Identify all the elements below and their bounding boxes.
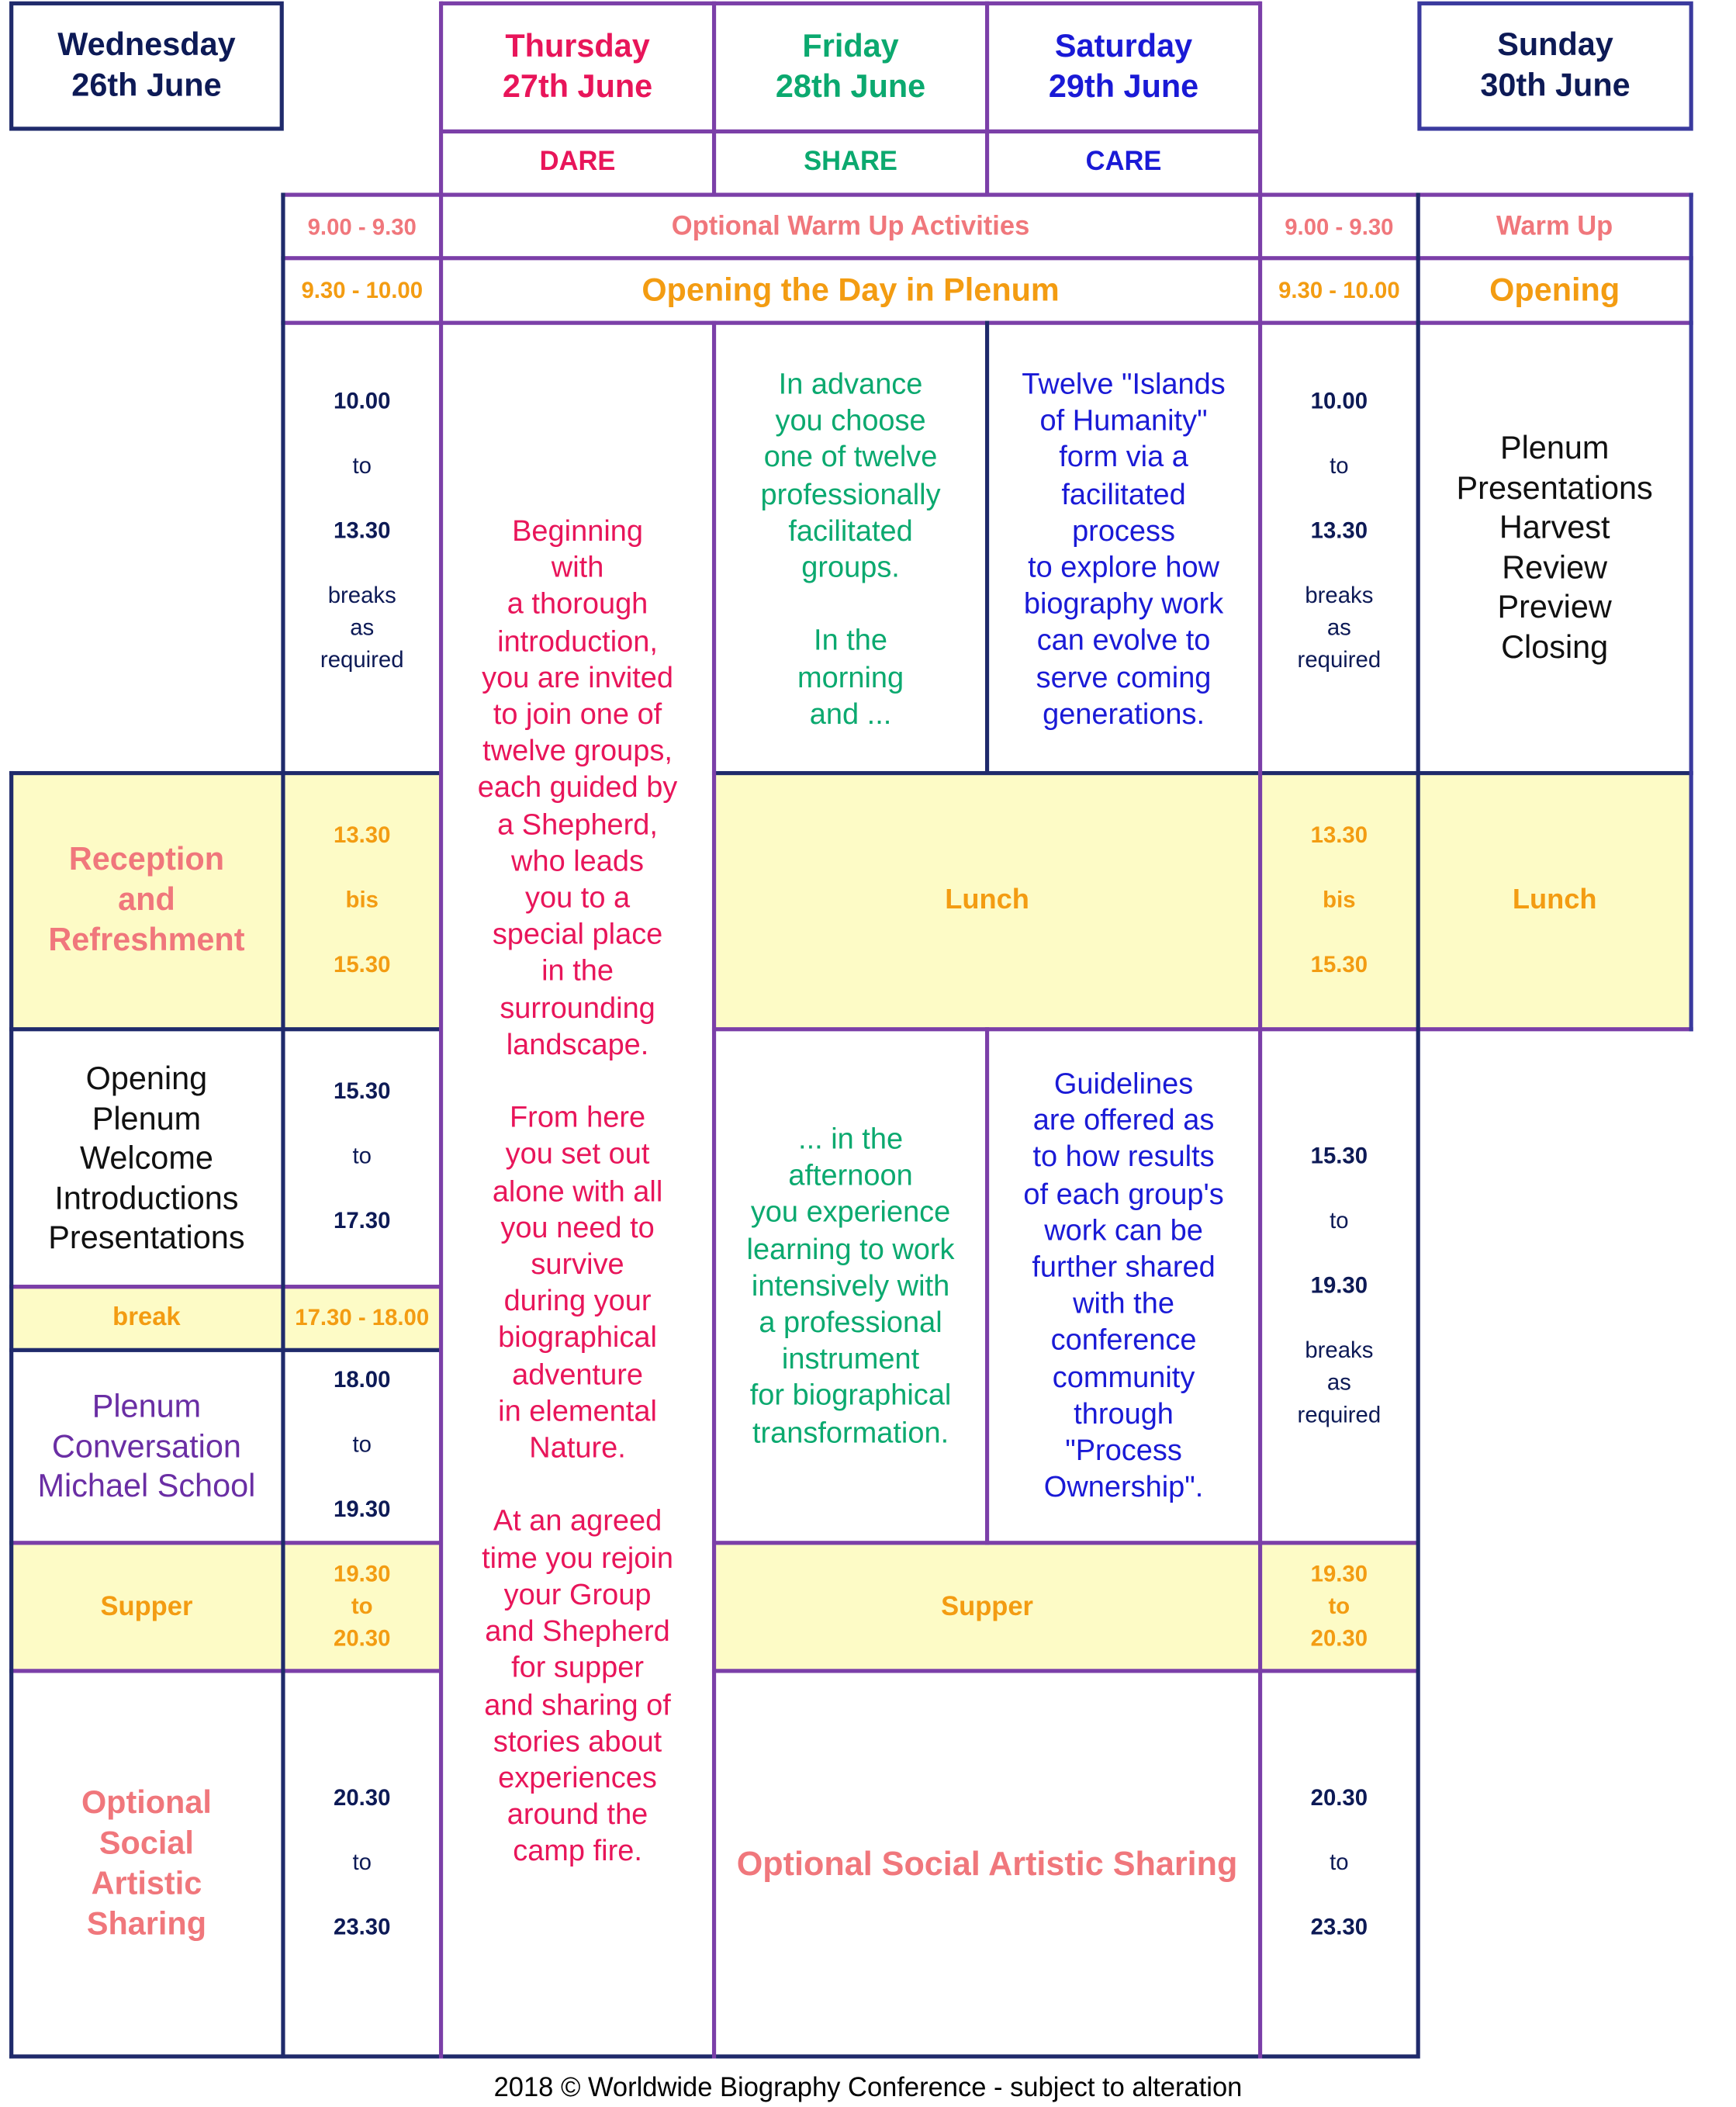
grid-line [1689, 192, 1693, 1031]
grid-line [712, 1669, 1419, 1673]
grid-line [9, 1541, 441, 1545]
friday-morning-text: In advance you choose one of twelve professionally facilitated groups. In the morning and ... [760, 366, 941, 731]
time-bis: bis [345, 887, 379, 913]
afternoon-time-wed [284, 1076, 441, 1238]
time-start: 20.30 [334, 1784, 391, 1811]
grid-line [985, 2, 989, 195]
time-start: 10.00 [1310, 388, 1368, 414]
warmup-time-right: 9.00 - 9.30 [1285, 213, 1394, 240]
saturday-morning-text: Twelve "Islands of Humanity" form via a facilitated process to explore how biography work can evolve to serve coming generations. [1022, 366, 1226, 731]
grid-line [9, 1285, 441, 1289]
grid-line [1258, 2, 1262, 2059]
time-breaks: breaks as required [320, 582, 404, 673]
time-to: to [1330, 1849, 1349, 1876]
time-to: to [352, 1431, 372, 1458]
time-bis: bis [1323, 887, 1356, 913]
warmup-time-left: 9.00 - 9.30 [307, 213, 417, 240]
wednesday-plenum-conversation: Plenum Conversation Michael School [37, 1388, 256, 1505]
opening-sunday: Opening [1489, 272, 1620, 309]
time-end: 15.30 [1310, 951, 1368, 977]
grid-line [9, 771, 441, 775]
time-end: 15.30 [334, 951, 391, 977]
time-end: 20.30 [334, 1625, 391, 1652]
saturday-afternoon-text: Guidelines are offered as to how results of each group's work can be further shared with the conference community through "Process Ownership". [1023, 1066, 1224, 1503]
time-end: 17.30 [334, 1207, 391, 1233]
theme-dare: DARE [539, 147, 616, 177]
time-start: 15.30 [1310, 1143, 1368, 1169]
wednesday-supper: Supper [100, 1592, 193, 1622]
wednesday-opening-plenum: Opening Plenum Welcome Introductions Presentations [48, 1060, 245, 1257]
evening-center-sharing: Optional Social Artistic Sharing [736, 1845, 1238, 1883]
thursday-description: Beginning with a thorough introduction, you are invited to join one of twelve groups, each guided by a Shepherd, who leads you to a special place in the surrounding landscape. From here you set out alone with all you need to survive during your biographical adventure in elemental Nature. At an agreed time you rejoin your Group and Shepherd for supper and sharing of stories about experiences around the camp fire. [477, 514, 678, 1868]
morning-time-left [284, 386, 441, 676]
footer-copyright: 2018 © Worldwide Biography Conference - subject to alteration [493, 2073, 1243, 2103]
time-end: 23.30 [334, 1914, 391, 1940]
morning-time-right [1261, 386, 1417, 676]
grid-line [985, 321, 989, 774]
grid-line [9, 771, 13, 2059]
header-friday: Friday 28th June [775, 27, 926, 105]
friday-afternoon-text: ... in the afternoon you experience learning to work intensively with a professional instrument for biographical transformation. [746, 1121, 955, 1449]
time-breaks: breaks as required [1297, 1337, 1382, 1428]
theme-share: SHARE [804, 147, 897, 177]
grid-line [712, 321, 716, 2059]
grid-line [9, 1669, 441, 1673]
time-to: to [352, 1849, 372, 1876]
header-sunday: Sunday 30th June [1417, 2, 1693, 131]
time-start: 19.30 [1310, 1561, 1368, 1587]
time-end: 19.30 [334, 1496, 391, 1522]
grid-line [1416, 192, 1420, 2058]
grid-line [712, 2, 716, 195]
time-to: to [1330, 1207, 1349, 1233]
grid-line [439, 2, 443, 2059]
evening-time-left [284, 1782, 441, 1944]
supper-time-left [284, 1559, 441, 1656]
time-end: 13.30 [334, 517, 391, 544]
time-to: to [352, 452, 372, 479]
grid-line [441, 2, 1261, 5]
grid-line [985, 1027, 989, 1545]
time-start: 13.30 [1310, 822, 1368, 849]
afternoon-time-right [1261, 1140, 1417, 1431]
grid-line [712, 1541, 1419, 1545]
supper-time-right [1261, 1559, 1417, 1656]
grid-line [712, 1027, 1693, 1031]
header-thursday: Thursday 27th June [502, 27, 653, 105]
time-start: 10.00 [334, 388, 391, 414]
time-start: 20.30 [1310, 1784, 1368, 1811]
time-to: to [1330, 452, 1349, 479]
time-end: 20.30 [1310, 1625, 1368, 1652]
grid-line [9, 1027, 441, 1031]
time-to: to [352, 1143, 372, 1169]
time-to: to [351, 1593, 373, 1619]
plenum-time [284, 1365, 441, 1527]
header-wednesday: Wednesday 26th June [9, 2, 284, 131]
grid-line [712, 771, 1693, 775]
grid-line [441, 130, 1261, 133]
time-end: 23.30 [1310, 1914, 1368, 1940]
lunch-time-left [284, 820, 441, 982]
supper-label: Supper [941, 1592, 1034, 1622]
opening-time-left: 9.30 - 10.00 [301, 277, 424, 303]
time-to: to [1328, 1593, 1350, 1619]
opening-label: Opening the Day in Plenum [641, 272, 1060, 309]
time-end: 19.30 [1310, 1272, 1368, 1299]
opening-time-right: 9.30 - 10.00 [1278, 277, 1400, 303]
grid-line [281, 256, 1693, 260]
time-start: 19.30 [334, 1561, 391, 1587]
time-start: 15.30 [334, 1078, 391, 1105]
break-label: break [112, 1303, 181, 1332]
grid-line [281, 192, 285, 2058]
theme-care: CARE [1085, 147, 1162, 177]
sunday-morning-text: Plenum Presentations Harvest Review Preview Closing [1456, 430, 1653, 666]
warmup-label: Optional Warm Up Activities [671, 211, 1030, 242]
grid-line [9, 1348, 441, 1352]
lunch-label: Lunch [945, 884, 1029, 915]
time-start: 18.00 [334, 1367, 391, 1393]
time-start: 13.30 [334, 822, 391, 849]
lunch-sunday: Lunch [1512, 884, 1597, 915]
header-saturday: Saturday 29th June [1048, 27, 1199, 105]
lunch-time-right [1261, 820, 1417, 982]
break-time: 17.30 - 18.00 [295, 1305, 430, 1331]
wednesday-evening-sharing: Optional Social Artistic Sharing [81, 1784, 212, 1943]
time-end: 13.30 [1310, 517, 1368, 544]
evening-time-right [1261, 1782, 1417, 1944]
warmup-sunday: Warm Up [1496, 211, 1613, 242]
wednesday-reception: Reception and Refreshment [48, 841, 245, 959]
time-breaks: breaks as required [1297, 582, 1382, 673]
